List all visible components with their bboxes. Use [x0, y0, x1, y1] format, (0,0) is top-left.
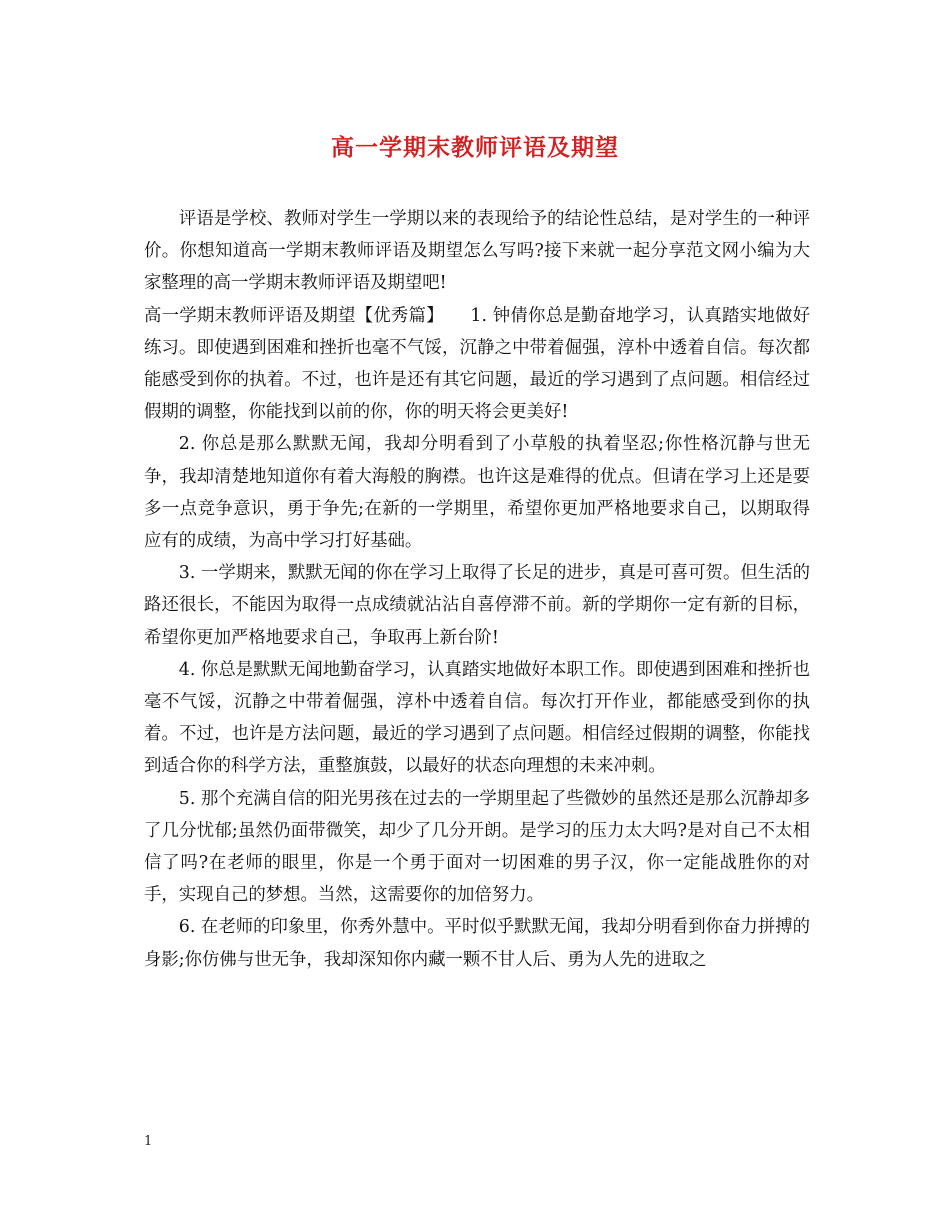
paragraph-1: 高一学期末教师评语及期望【优秀篇】 1. 钟倩你总是勤奋地学习，认真踏实地做好练习。即使遇到困难和挫折也毫不气馁，沉静之中带着倔强，淳朴中透着自信。每次都能感受到你的执着。不过，也许是还有其它问题，最近的学习遇到了点问题。相信经过假期的调整，你能找到以前的你，你的明天将会更美好!	[144, 305, 810, 423]
paragraph-5: 5. 那个充满自信的阳光男孩在过去的一学期里起了些微妙的虽然还是那么沉静却多了几分忧郁;虽然仍面带微笑，却少了几分开朗。是学习的压力太大吗?是对自己不太相信了吗?在老师的眼里，你是一个勇于面对一切困难的男子汉，你一定能战胜你的对手，实现自己的梦想。当然，这需要你的加倍努力。	[144, 788, 810, 906]
paragraph-3: 3. 一学期来，默默无闻的你在学习上取得了长足的进步，真是可喜可贺。但生活的路还很长，不能因为取得一点成绩就沾沾自喜停滞不前。新的学期你一定有新的目标，希望你更加严格地要求自己，争取再上新台阶!	[144, 563, 810, 648]
paragraph-2: 2. 你总是那么默默无闻，我却分明看到了小草般的执着坚忍;你性格沉静与世无争，我却清楚地知道你有着大海般的胸襟。也许这是难得的优点。但请在学习上还是要多一点竞争意识，勇于争先;在新的一学期里，希望你更加严格地要求自己，以期取得应有的成绩，为高中学习打好基础。	[144, 434, 810, 552]
document-title: 高一学期末教师评语及期望	[331, 134, 619, 161]
document-body	[144, 203, 810, 976]
paragraph-4: 4. 你总是默默无闻地勤奋学习，认真踏实地做好本职工作。即使遇到困难和挫折也毫不气馁，沉静之中带着倔强，淳朴中透着自信。每次打开作业，都能感受到你的执着。不过，也许是方法问题，最近的学习遇到了点问题。相信经过假期的调整，你能找到适合你的科学方法，重整旗鼓，以最好的状态向理想的未来冲刺。	[144, 659, 810, 777]
paragraph-intro: 评语是学校、教师对学生一学期以来的表现给予的结论性总结，是对学生的一种评价。你想知道高一学期末教师评语及期望怎么写吗?接下来就一起分享范文网小编为大家整理的高一学期末教师评语及期望吧!	[144, 209, 810, 294]
page-number: 1	[144, 1134, 153, 1149]
paragraph-6: 6. 在老师的印象里，你秀外慧中。平时似乎默默无闻，我却分明看到你奋力拼搏的身影;你仿佛与世无争，我却深知你内藏一颗不甘人后、勇为人先的进取之	[144, 917, 810, 970]
